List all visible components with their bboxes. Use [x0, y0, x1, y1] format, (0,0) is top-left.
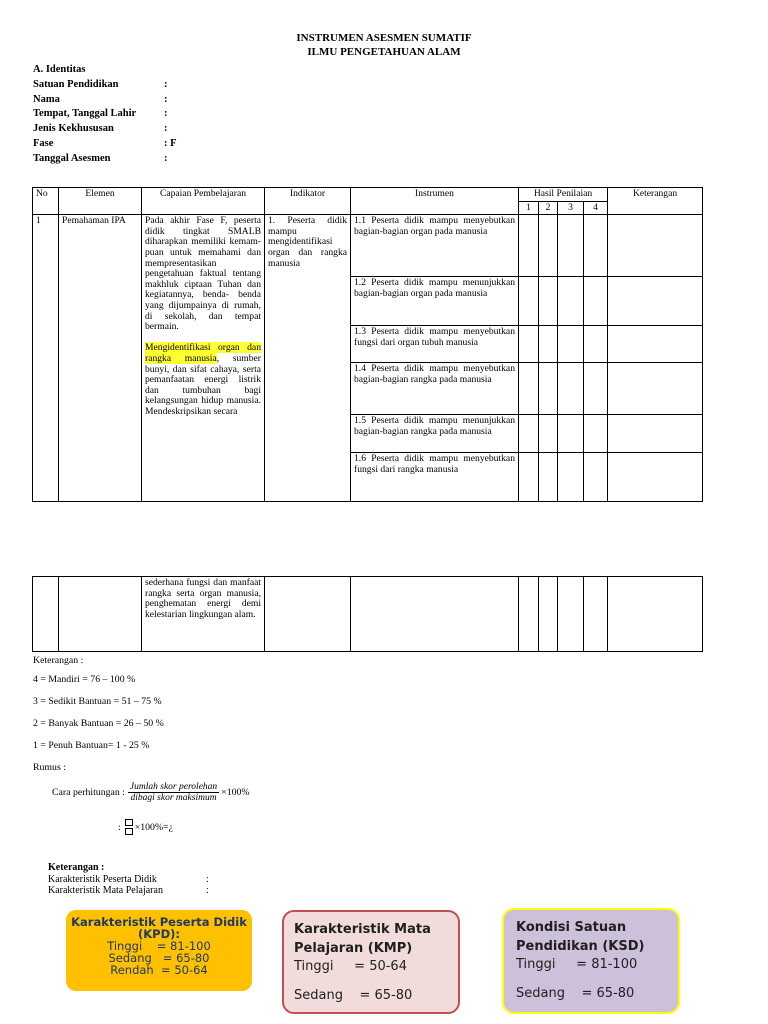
- identitas-field: Nama :: [33, 93, 168, 105]
- document-title: INSTRUMEN ASESMEN SUMATIF: [296, 32, 472, 44]
- keterangan-cell: [608, 363, 703, 415]
- keterangan2-line: Karakteristik Mata Pelajaran :: [48, 885, 209, 896]
- formula-fraction: [128, 782, 219, 803]
- score-cell: [539, 326, 558, 363]
- keterangan-cell: [608, 277, 703, 326]
- rumus-label: Rumus :: [33, 762, 66, 773]
- identitas-section: [33, 63, 177, 167]
- instrumen-item: 1.4 Peserta didik mampu menyebutkan bagian-bagian rangka pada manusia: [351, 363, 519, 415]
- keterangan-item: 2 = Banyak Bantuan = 26 – 50 %: [33, 718, 164, 729]
- score-cell: [584, 215, 608, 277]
- score-cell: [584, 453, 608, 502]
- placeholder-fraction-icon: [125, 819, 133, 835]
- cont-cell: [351, 577, 519, 652]
- instrumen-item: 1.2 Peserta didik mampu menunjukkan bagian-bagian organ pada manusia: [351, 277, 519, 326]
- score-cell: [519, 363, 539, 415]
- keterangan-cell: [608, 453, 703, 502]
- cont-cell: [608, 577, 703, 652]
- formula-numerator: Jumlah skor perolehan: [129, 782, 218, 792]
- score-cell: [519, 215, 539, 277]
- kpd-title: Karakteristik Peserta Didik (KPD):: [71, 915, 247, 941]
- identitas-field: Tanggal Asesmen :: [33, 152, 168, 164]
- instrumen-item: 1.3 Peserta didik mampu menyebutkan fungsi dari organ tubuh manusia: [351, 326, 519, 363]
- keterangan-cell: [608, 215, 703, 277]
- header-score-4: 4: [584, 201, 608, 215]
- formula-times: ×100%: [221, 787, 250, 798]
- row-capaian: Pada akhir Fase F, peserta didik tingkat SMALB diharapkan memiliki kemam-puan untuk memahami dan mempresentasikan pengetahuan faktual tentang makhluk ciptaan Tuhan dan kegiatannya, benda- benda yang dijumpainya di rumah, di sekolah, dan tempat bermain. Mengidentifikasi organ dan rangka manusia, sumber bunyi, dan sifat cahaya, serta pemanfaatan energi listrik dan tumbuhan bagi kelangsungan hidup manusia. Mendeskripsikan secara: [142, 215, 265, 502]
- cara-label: Cara perhitungan :: [52, 787, 125, 798]
- keterangan-item: 3 = Sedikit Bantuan = 51 – 75 %: [33, 696, 162, 707]
- kpd-line: Tinggi = 81-100: [107, 939, 211, 953]
- formula-line-1: [52, 782, 250, 803]
- kpd-box: [66, 910, 252, 991]
- kmp-line: Sedang = 65-80: [294, 988, 413, 1003]
- kmp-box: [282, 910, 460, 1014]
- instrumen-item: 1.1 Peserta didik mampu menyebutkan bagian-bagian organ pada manusia: [351, 215, 519, 277]
- cont-cell: [539, 577, 558, 652]
- assessment-table: [32, 187, 703, 502]
- header-instrumen: Instrumen: [351, 188, 519, 215]
- kpd-line: Sedang = 65-80: [108, 951, 210, 965]
- document-subtitle: ILMU PENGETAHUAN ALAM: [307, 46, 461, 58]
- identitas-field: Jenis Kekhususan :: [33, 123, 168, 135]
- score-cell: [584, 363, 608, 415]
- score-cell: [519, 277, 539, 326]
- formula-denominator: dibagi skor maksimum: [130, 793, 217, 803]
- kmp-title: Karakteristik Mata Pelajaran (KMP): [294, 922, 431, 956]
- score-cell: [539, 363, 558, 415]
- cont-cell: [33, 577, 59, 652]
- header-score-2: 2: [539, 201, 558, 215]
- header-score-1: 1: [519, 201, 539, 215]
- score-cell: [558, 215, 584, 277]
- score-cell: [584, 415, 608, 453]
- keterangan2-heading: Keterangan :: [48, 862, 105, 873]
- identitas-field: Satuan Pendidikan :: [33, 78, 168, 90]
- score-cell: [539, 215, 558, 277]
- header-elemen: Elemen: [59, 188, 142, 215]
- header-keterangan: Keterangan: [608, 188, 703, 215]
- instrumen-item: 1.5 Peserta didik mampu menunjukkan bagian-bagian rangka pada manusia: [351, 415, 519, 453]
- score-cell: [558, 415, 584, 453]
- row-indikator: 1. Peserta didik mampu mengidentifikasi organ dan rangka manusia: [265, 215, 351, 502]
- keterangan-cell: [608, 415, 703, 453]
- keterangan-cell: [608, 326, 703, 363]
- continuation-table: [32, 576, 703, 652]
- formula-result: ×100%=¿: [134, 821, 173, 833]
- score-cell: [519, 326, 539, 363]
- score-cell: [558, 326, 584, 363]
- score-cell: [558, 363, 584, 415]
- score-cell: [519, 415, 539, 453]
- keterangan-item: 4 = Mandiri = 76 – 100 %: [33, 674, 136, 685]
- score-cell: [558, 453, 584, 502]
- cont-cell: [584, 577, 608, 652]
- ksd-title: Kondisi Satuan Pendidikan (KSD): [516, 920, 645, 954]
- keterangan2-line: Karakteristik Peserta Didik :: [48, 873, 209, 885]
- capaian-highlight: Mengidentifikasi organ dan rangka manusia: [145, 342, 261, 364]
- header-no: No: [33, 188, 59, 215]
- score-cell: [584, 277, 608, 326]
- instrumen-item: 1.6 Peserta didik mampu menyebutkan fungsi dari rangka manusia: [351, 453, 519, 502]
- identitas-heading: A. Identitas: [33, 64, 86, 75]
- score-cell: [539, 277, 558, 326]
- cont-capaian: sederhana fungsi dan manfaat rangka serta organ manusia, penghematan energi demi kelestarian lingkungan alam.: [142, 577, 265, 652]
- ksd-line: Tinggi = 81-100: [516, 957, 638, 972]
- header-capaian: Capaian Pembelajaran: [142, 188, 265, 215]
- row-no: 1: [33, 215, 59, 502]
- keterangan-item: 1 = Penuh Bantuan= 1 - 25 %: [33, 740, 150, 751]
- score-cell: [519, 453, 539, 502]
- ksd-box: [502, 908, 680, 1014]
- score-cell: [584, 326, 608, 363]
- kmp-line: Tinggi = 50-64: [294, 959, 407, 974]
- header-hasil-penilaian: Hasil Penilaian: [519, 188, 608, 202]
- cont-cell: [59, 577, 142, 652]
- cont-cell: [265, 577, 351, 652]
- score-cell: [539, 453, 558, 502]
- row-elemen: Pemahaman IPA: [59, 215, 142, 502]
- cont-cell: [558, 577, 584, 652]
- keterangan2-section: [48, 862, 209, 897]
- score-cell: [539, 415, 558, 453]
- formula-colon: :: [118, 821, 121, 833]
- ksd-line: Sedang = 65-80: [516, 986, 635, 1001]
- formula-line-2: [118, 819, 173, 835]
- identitas-field: Fase : F: [33, 137, 177, 149]
- kpd-line: Rendah = 50-64: [110, 963, 208, 977]
- keterangan-heading: Keterangan :: [33, 655, 84, 666]
- header-score-3: 3: [558, 201, 584, 215]
- score-cell: [558, 277, 584, 326]
- header-indikator: Indikator: [265, 188, 351, 215]
- cont-cell: [519, 577, 539, 652]
- identitas-field: Tempat, Tanggal Lahir :: [33, 108, 168, 120]
